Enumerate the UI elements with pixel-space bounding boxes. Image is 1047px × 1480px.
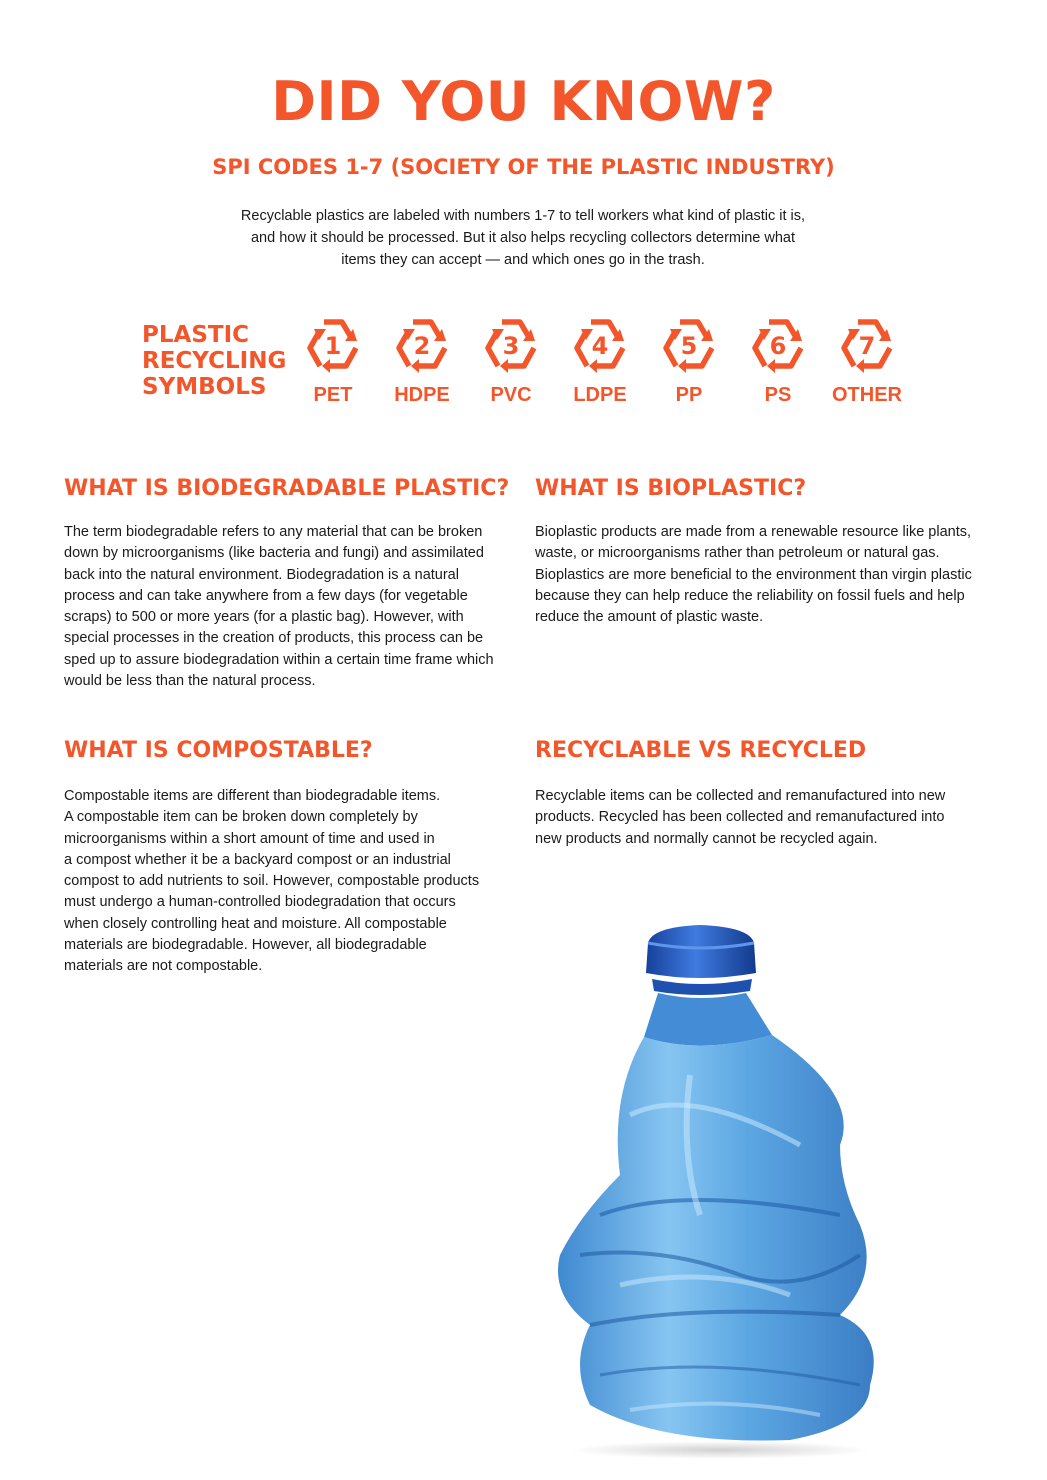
biodegradable-body-line: would be less than the natural process.	[64, 673, 316, 690]
recycling-code-number: 6	[769, 332, 787, 360]
page-subtitle: SPI CODES 1-7 (SOCIETY OF THE PLASTIC INDUSTRY)	[212, 155, 835, 179]
recyclable-body	[535, 786, 1005, 850]
biodegradable-body-line: down by microorganisms (like bacteria and fungi) and assimilated	[64, 545, 484, 562]
compostable-body-line: A compostable item can be broken down completely by	[64, 809, 418, 826]
recyclable-body-line: Recyclable items can be collected and remanufactured into new	[535, 788, 946, 804]
intro-line: and how it should be processed. But it also helps recycling collectors determine what	[250, 230, 796, 246]
biodegradable-body-line: special processes in the creation of products, this process can be	[64, 630, 484, 647]
recycling-symbol-5	[644, 314, 734, 409]
recycling-symbol-7	[822, 314, 912, 409]
recyclable-body-line: products. Recycled has been collected and remanufactured into	[535, 809, 945, 826]
symbols-label-line: PLASTIC	[142, 322, 250, 348]
biodegradable-body-line: sped up to assure biodegradation within a certain time frame which	[64, 651, 494, 668]
recycling-symbol-4	[555, 314, 645, 409]
recyclable-heading: RECYCLABLE VS RECYCLED	[535, 738, 867, 763]
bioplastic-body-line: Bioplastics are more beneficial to the environment than virgin plastic	[535, 566, 972, 583]
compostable-body-line: a compost whether it be a backyard compost or an industrial	[64, 851, 451, 868]
compostable-body-line: compost to add nutrients to soil. However, compostable products	[64, 873, 480, 890]
recycling-code-abbreviation: PP	[675, 384, 703, 406]
recycling-symbol-3	[466, 314, 556, 409]
bioplastic-body	[535, 522, 1005, 628]
recycling-code-abbreviation: PS	[764, 384, 792, 406]
biodegradable-body-line: scraps) to 500 or more years (for a plastic bag). However, with	[64, 609, 464, 626]
bioplastic-body-line: because they can help reduce the reliability on fossil fuels and help	[535, 587, 965, 604]
compostable-body-line: must undergo a human-controlled biodegradation that occurs	[64, 894, 456, 911]
bioplastic-body-line: waste, or microorganisms rather than petroleum or natural gas.	[535, 545, 940, 562]
recycling-symbol-1	[288, 314, 378, 409]
biodegradable-body-line: process and can take anywhere from a few days (for vegetable	[64, 587, 468, 604]
compostable-heading: WHAT IS COMPOSTABLE?	[64, 738, 373, 763]
crushed-plastic-bottle-image	[540, 915, 900, 1460]
symbols-label-line: RECYCLING	[142, 348, 287, 374]
compostable-body-line: microorganisms within a short amount of time and used in	[64, 830, 435, 847]
intro-paragraph	[223, 205, 823, 271]
recycling-code-number: 3	[502, 332, 520, 360]
recycling-code-abbreviation: PET	[313, 384, 353, 406]
symbols-label-line: SYMBOLS	[142, 374, 267, 400]
recycling-code-abbreviation: PVC	[490, 384, 532, 406]
biodegradable-body-line: The term biodegradable refers to any material that can be broken	[64, 524, 483, 540]
recycling-code-number: 2	[413, 332, 431, 360]
compostable-body-line: when closely controlling heat and moisture. All compostable	[64, 915, 447, 932]
compostable-body-line: Compostable items are different than biodegradable items.	[64, 788, 441, 804]
recycling-symbol-2	[377, 314, 467, 409]
recycling-symbol-6	[733, 314, 823, 409]
bioplastic-body-line: reduce the amount of plastic waste.	[535, 609, 764, 626]
bioplastic-heading: WHAT IS BIOPLASTIC?	[535, 476, 807, 501]
recycling-code-number: 7	[858, 332, 876, 360]
recycling-symbols-label	[142, 322, 292, 400]
intro-line: Recyclable plastics are labeled with numbers 1-7 to tell workers what kind of plastic it is,	[240, 208, 806, 224]
biodegradable-body-line: back into the natural environment. Biodegradation is a natural	[64, 566, 459, 583]
intro-line: items they can accept — and which ones go in the trash.	[341, 252, 705, 268]
recycling-code-abbreviation: LDPE	[573, 384, 627, 406]
compostable-body-line: materials are not compostable.	[64, 958, 263, 975]
page-title: DID YOU KNOW?	[271, 70, 776, 133]
compostable-body	[64, 786, 524, 978]
compostable-body-line: materials are biodegradable. However, all biodegradable	[64, 937, 427, 954]
recycling-code-abbreviation: HDPE	[394, 384, 450, 406]
recycling-code-number: 5	[680, 332, 698, 360]
recyclable-body-line: new products and normally cannot be recycled again.	[535, 830, 878, 847]
biodegradable-heading: WHAT IS BIODEGRADABLE PLASTIC?	[64, 476, 510, 501]
biodegradable-body	[64, 522, 524, 692]
recycling-code-number: 4	[591, 332, 609, 360]
bioplastic-body-line: Bioplastic products are made from a renewable resource like plants,	[535, 524, 972, 540]
recycling-code-number: 1	[324, 332, 342, 360]
recycling-code-abbreviation: OTHER	[832, 384, 902, 406]
